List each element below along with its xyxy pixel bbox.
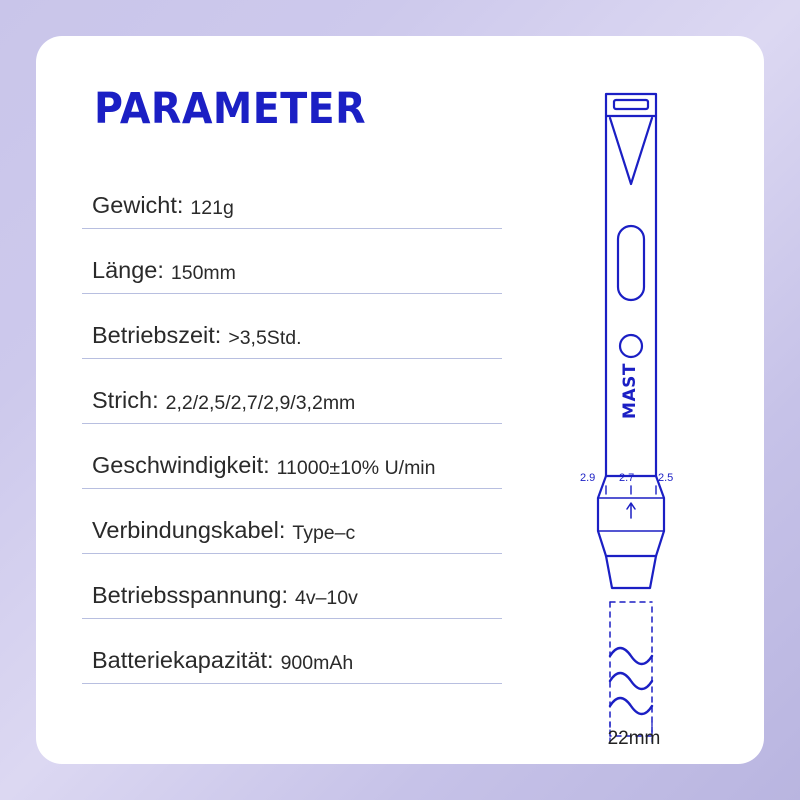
- spec-label: Gewicht:: [92, 192, 184, 219]
- list-item: [82, 424, 502, 489]
- stroke-tick-label: 2.7: [619, 472, 635, 484]
- spec-label: Strich:: [92, 387, 159, 414]
- spec-label: Länge:: [92, 257, 164, 284]
- spec-list: [82, 164, 502, 684]
- spec-value: Type–c: [292, 521, 356, 544]
- spec-value: 11000±10% U/min: [276, 456, 436, 479]
- spec-value: 121g: [190, 196, 234, 219]
- spec-label: Betriebszeit:: [92, 322, 222, 349]
- list-item: [82, 164, 502, 229]
- parameter-card: [36, 36, 764, 764]
- spec-label: Batteriekapazität:: [92, 647, 274, 674]
- spec-value: 150mm: [170, 261, 236, 284]
- spec-label: Verbindungskabel:: [92, 517, 286, 544]
- stroke-tick-label: 2.5: [658, 472, 674, 484]
- list-item: [82, 554, 502, 619]
- spec-value: >3,5Std.: [228, 326, 302, 349]
- list-item: [82, 619, 502, 684]
- list-item: [82, 489, 502, 554]
- list-item: [82, 359, 502, 424]
- device-diagram: [506, 56, 756, 756]
- list-item: [82, 229, 502, 294]
- spec-value: 2,2/2,5/2,7/2,9/3,2mm: [165, 391, 356, 414]
- spec-label: Betriebsspannung:: [92, 582, 288, 609]
- list-item: [82, 294, 502, 359]
- spec-value: 4v–10v: [294, 586, 358, 609]
- page-title: PARAMETER: [94, 84, 367, 134]
- brand-label: MAST: [619, 363, 640, 419]
- spec-label: Geschwindigkeit:: [92, 452, 270, 479]
- width-dimension-label: 22mm: [607, 728, 661, 749]
- spec-value: 900mAh: [280, 651, 354, 674]
- stroke-tick-label: 2.9: [580, 472, 596, 484]
